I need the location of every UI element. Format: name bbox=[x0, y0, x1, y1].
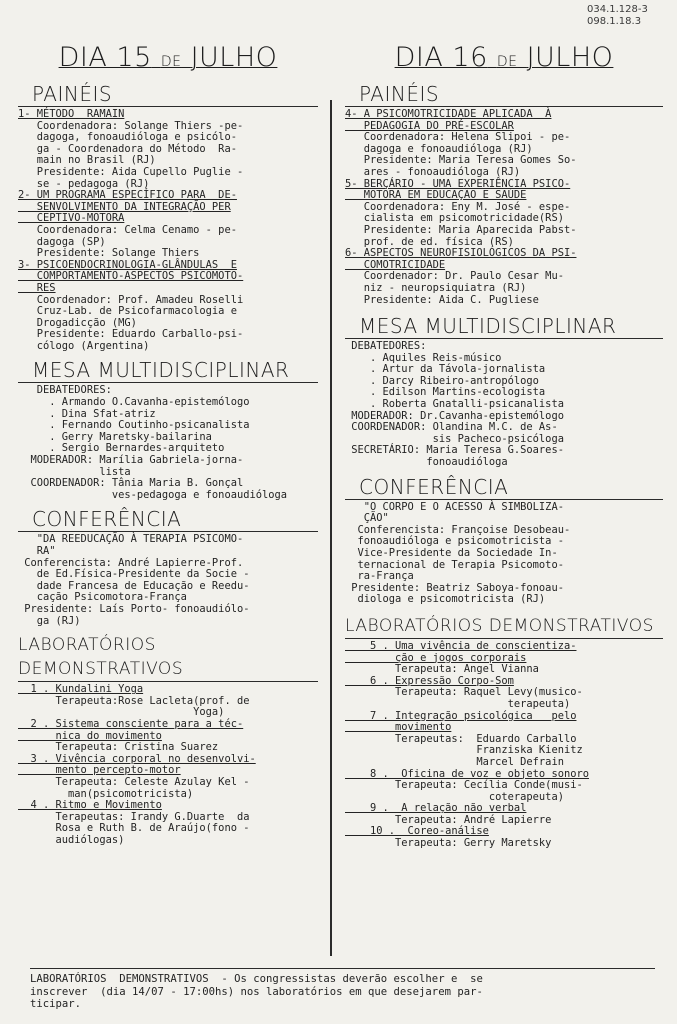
text-line: . Dina Sfat-atriz bbox=[18, 407, 156, 420]
text-line: 1 . Kundalini Yoga bbox=[18, 683, 144, 696]
text-line: . Armando O.Cavanha-epistemólogo bbox=[18, 396, 250, 409]
text-line: ternacional de Terapia Psicomoto- bbox=[345, 558, 564, 571]
text-line: ticipar. bbox=[30, 998, 82, 1010]
text-line: Terapeuta: Cecília Conde(musi- bbox=[345, 779, 583, 792]
text-line: de Ed.Física-Presidente da Socie - bbox=[18, 568, 250, 581]
text-line: 1- MÉTODO RAMAIN bbox=[18, 108, 125, 120]
text-line: . Edilson Martins-ecologista bbox=[345, 386, 546, 399]
text-line: Marcel Defrain bbox=[345, 755, 564, 768]
text-line: 5- BERÇÁRIO - UMA EXPERIÊNCIA PSICO- bbox=[345, 177, 571, 190]
text-line: dagoga (SP) bbox=[18, 235, 106, 248]
text-line: CEPTIVO-MOTORA bbox=[18, 212, 125, 225]
left-column bbox=[18, 38, 318, 846]
archive-code-2: 098.1.18.3 bbox=[587, 16, 642, 27]
text-line: Presidente: Aida Cupello Puglie - bbox=[18, 165, 244, 178]
text-line: inscrever (dia 14/07 - 17:00hs) nos laboratórios em que desejarem par- bbox=[30, 985, 483, 998]
text-line: se - pedagoga (RJ) bbox=[18, 177, 150, 190]
text-line: Coordenador: Dr. Paulo Cesar Mu- bbox=[345, 270, 564, 283]
text-line: DEBATEDORES: bbox=[18, 384, 112, 397]
text-line: cólogo (Argentina) bbox=[18, 339, 150, 352]
text-line: SECRETÁRIO: Maria Teresa G.Soares- bbox=[345, 444, 564, 457]
archive-code-1: 034.1.128-3 bbox=[587, 4, 648, 15]
column-divider bbox=[330, 100, 332, 956]
text-line: Presidente: Maria Teresa Gomes So- bbox=[345, 154, 577, 167]
text-line: mento percepto-motor bbox=[18, 764, 181, 777]
text-line: MOTORA EM EDUCAÇÃO E SAÚDE bbox=[345, 189, 527, 202]
text-line: 2- UM PROGRAMA ESPECÍFICO PARA DE- bbox=[18, 189, 237, 202]
text-line: main no Brasil (RJ) bbox=[18, 154, 156, 167]
text-line: diologa e psicomotricista (RJ) bbox=[345, 593, 546, 606]
text-line: ga - Coordenadora do Método Ra- bbox=[18, 142, 237, 155]
text-line: ra-França bbox=[345, 570, 414, 583]
day-heading-16: DIA 16 DE JULHO bbox=[394, 42, 614, 73]
text-line: . Sergio Bernardes-arquiteto bbox=[18, 442, 225, 455]
text-line: 6 . Expressão Corpo-Som bbox=[345, 674, 514, 687]
text-line: fonoaudióloga e psicomotricista - bbox=[345, 535, 564, 548]
text-line: LABORATÓRIOS DEMONSTRATIVOS - Os congressistas deverão escolher e se bbox=[30, 973, 483, 985]
text-line: ÇÃO" bbox=[345, 512, 389, 525]
text-line: sis Pacheco-psicóloga bbox=[345, 432, 564, 445]
text-line: Terapeutas: Irandy G.Duarte da bbox=[18, 810, 250, 823]
text-line: Presidente: Laís Porto- fonoaudiólo- bbox=[18, 602, 250, 615]
text-line: 3 . Vivência corporal no desenvolvi- bbox=[18, 752, 256, 765]
text-line: Conferencista: Françoise Desobeau- bbox=[345, 523, 571, 536]
text-line: Terapeuta: André Lapierre bbox=[345, 813, 552, 826]
text-line: 8 . Oficina de voz e objeto sonoro bbox=[345, 767, 589, 780]
text-line: fonoaudióloga bbox=[345, 456, 508, 469]
text-line: ares - fonoaudióloga (RJ) bbox=[345, 165, 521, 178]
text-line: COMPORTAMENTO-ASPECTOS PSICOMOTO- bbox=[18, 270, 244, 283]
text-line: Terapeuta: Cristina Suarez bbox=[18, 741, 219, 754]
text-line: RES bbox=[18, 281, 56, 294]
text-line: COORDENADOR: Olandina M.C. de As- bbox=[345, 421, 558, 434]
text-line: Terapeutas: Eduardo Carballo bbox=[345, 732, 577, 745]
text-line: . Fernando Coutinho-psicanalista bbox=[18, 419, 250, 432]
text-line: cação Psicomotora-França bbox=[18, 591, 187, 604]
footer-list bbox=[30, 973, 655, 1011]
labs-heading: LABORATÓRIOS DEMONSTRATIVOS bbox=[345, 614, 663, 639]
labs-heading: LABORATÓRIOS DEMONSTRATIVOS bbox=[18, 633, 318, 682]
conferencia-heading: CONFERÊNCIA bbox=[18, 507, 318, 532]
text-line: COMOTRICIDADE bbox=[345, 258, 446, 271]
text-line: . Roberta Gnatalli-psicanalista bbox=[345, 398, 564, 411]
text-line: Terapeuta: Angel Vianna bbox=[345, 663, 539, 676]
footer-note bbox=[30, 968, 655, 1011]
text-line: dagoga e fonoaudióloga (RJ) bbox=[345, 142, 533, 155]
mesa-list bbox=[18, 385, 318, 501]
mesa-heading: MESA MULTIDISCIPLINAR bbox=[18, 358, 318, 383]
text-line: dagoga, fonoaudióloga e psicólo- bbox=[18, 131, 237, 144]
text-line: Coordenadora: Eny M. José - espe- bbox=[345, 200, 571, 213]
conferencia-heading: CONFERÊNCIA bbox=[345, 475, 663, 500]
text-line: 2 . Sistema consciente para a téc- bbox=[18, 717, 244, 730]
text-line: Conferencista: André Lapierre-Prof. bbox=[18, 556, 244, 569]
text-line: SENVOLVIMENTO DA INTEGRAÇÃO PER bbox=[18, 200, 231, 213]
mesa-heading: MESA MULTIDISCIPLINAR bbox=[345, 314, 663, 339]
text-line: 9 . A relação não verbal bbox=[345, 802, 527, 815]
text-line: "O CORPO E O ACESSO À SIMBOLIZA- bbox=[345, 500, 564, 513]
text-line: . Artur da Távola-jornalista bbox=[345, 363, 546, 376]
text-line: Coordenadora: Celma Cenamo - pe- bbox=[18, 223, 237, 236]
text-line: prof. de ed. física (RS) bbox=[345, 235, 514, 248]
text-line: COORDENADOR: Tânia Maria B. Gonçal bbox=[18, 477, 244, 490]
text-line: Terapeuta: Gerry Maretsky bbox=[345, 837, 552, 850]
text-line: dade Francesa de Educação e Reedu- bbox=[18, 579, 250, 592]
text-line: 3- PSICOENDOCRINOLOGIA-GLÂNDULAS E bbox=[18, 258, 237, 271]
text-line: Cruz-Lab. de Psicofarmacologia e bbox=[18, 305, 237, 318]
text-line: . Aquiles Reis-músico bbox=[345, 351, 502, 364]
text-line: cialista em psicomotricidade(RS) bbox=[345, 212, 564, 225]
archive-stamp bbox=[587, 4, 671, 28]
text-line: Rosa e Ruth B. de Araújo(fono - bbox=[18, 822, 250, 835]
text-line: Presidente: Aida C. Pugliese bbox=[345, 293, 539, 306]
text-line: MODERADOR: Dr.Cavanha-epistemólogo bbox=[345, 409, 564, 422]
paineis-list bbox=[18, 109, 318, 352]
text-line: Terapeuta: Celeste Azulay Kel - bbox=[18, 775, 250, 788]
right-column bbox=[345, 38, 663, 850]
text-line: Vice-Presidente da Sociedade In- bbox=[345, 547, 558, 559]
text-line: ga (RJ) bbox=[18, 614, 81, 627]
text-line: ção e jogos corporais bbox=[345, 651, 527, 664]
text-line: "DA REEDUCAÇÃO À TERAPIA PSICOMO- bbox=[18, 533, 244, 546]
text-line: ves-pedagoga e fonoaudióloga bbox=[18, 488, 287, 501]
text-line: 10 . Coreo-análise bbox=[345, 825, 489, 838]
text-line: Yoga) bbox=[18, 706, 225, 719]
text-line: Coordenadora: Helena Slipoi - pe- bbox=[345, 131, 571, 144]
text-line: Presidente: Solange Thiers bbox=[18, 247, 200, 260]
text-line: DEBATEDORES: bbox=[345, 340, 427, 353]
text-line: . Gerry Maretsky-bailarina bbox=[18, 430, 212, 443]
text-line: nica do movimento bbox=[18, 729, 162, 742]
conferencia-list bbox=[345, 502, 663, 606]
day-heading-15: DIA 15 DE JULHO bbox=[58, 42, 278, 73]
paineis-heading: PAINÉIS bbox=[345, 82, 663, 107]
text-line: audiólogas) bbox=[18, 833, 125, 846]
text-line: Presidente: Maria Aparecida Pabst- bbox=[345, 223, 577, 236]
text-line: Terapeuta:Rose Lacleta(prof. de bbox=[18, 694, 250, 707]
text-line: terapeuta) bbox=[345, 697, 571, 710]
text-line: 7 . Integração psicológica pelo bbox=[345, 709, 577, 722]
text-line: Coordenador: Prof. Amadeu Roselli bbox=[18, 293, 244, 306]
text-line: Franziska Kienitz bbox=[345, 744, 583, 757]
text-line: 4 . Ritmo e Movimento bbox=[18, 799, 162, 812]
labs-list bbox=[345, 641, 663, 850]
paineis-list bbox=[345, 109, 663, 306]
labs-list bbox=[18, 684, 318, 846]
text-line: lista bbox=[18, 465, 131, 478]
text-line: coterapeuta) bbox=[345, 790, 564, 803]
text-line: Coordenadora: Solange Thiers -pe- bbox=[18, 119, 244, 132]
text-line: Terapeuta: Raquel Levy(musico- bbox=[345, 686, 583, 699]
text-line: niz - neuropsiquiatra (RJ) bbox=[345, 281, 527, 294]
text-line: PEDAGOGIA DO PRÉ-ESCOLAR bbox=[345, 119, 514, 132]
text-line: movimento bbox=[345, 721, 452, 734]
text-line: man(psicomotricista) bbox=[18, 787, 194, 800]
text-line: MODERADOR: Marília Gabriela-jorna- bbox=[18, 454, 244, 467]
text-line: Drogadicção (MG) bbox=[18, 316, 137, 329]
text-line: RA" bbox=[18, 545, 56, 557]
text-line: Presidente: Eduardo Carballo-psi- bbox=[18, 328, 244, 341]
text-line: 5 . Uma vivência de conscientiza- bbox=[345, 639, 577, 652]
text-line: Presidente: Beatriz Saboya-fonoau- bbox=[345, 581, 564, 594]
text-line: 6- ASPECTOS NEUROFISIOLÓGICOS DA PSI- bbox=[345, 247, 577, 260]
paineis-heading: PAINÉIS bbox=[18, 82, 318, 107]
mesa-list bbox=[345, 341, 663, 469]
text-line: 4- A PSICOMOTRICIDADE APLICADA À bbox=[345, 108, 552, 120]
text-line: . Darcy Ribeiro-antropólogo bbox=[345, 374, 539, 387]
conferencia-list bbox=[18, 534, 318, 627]
